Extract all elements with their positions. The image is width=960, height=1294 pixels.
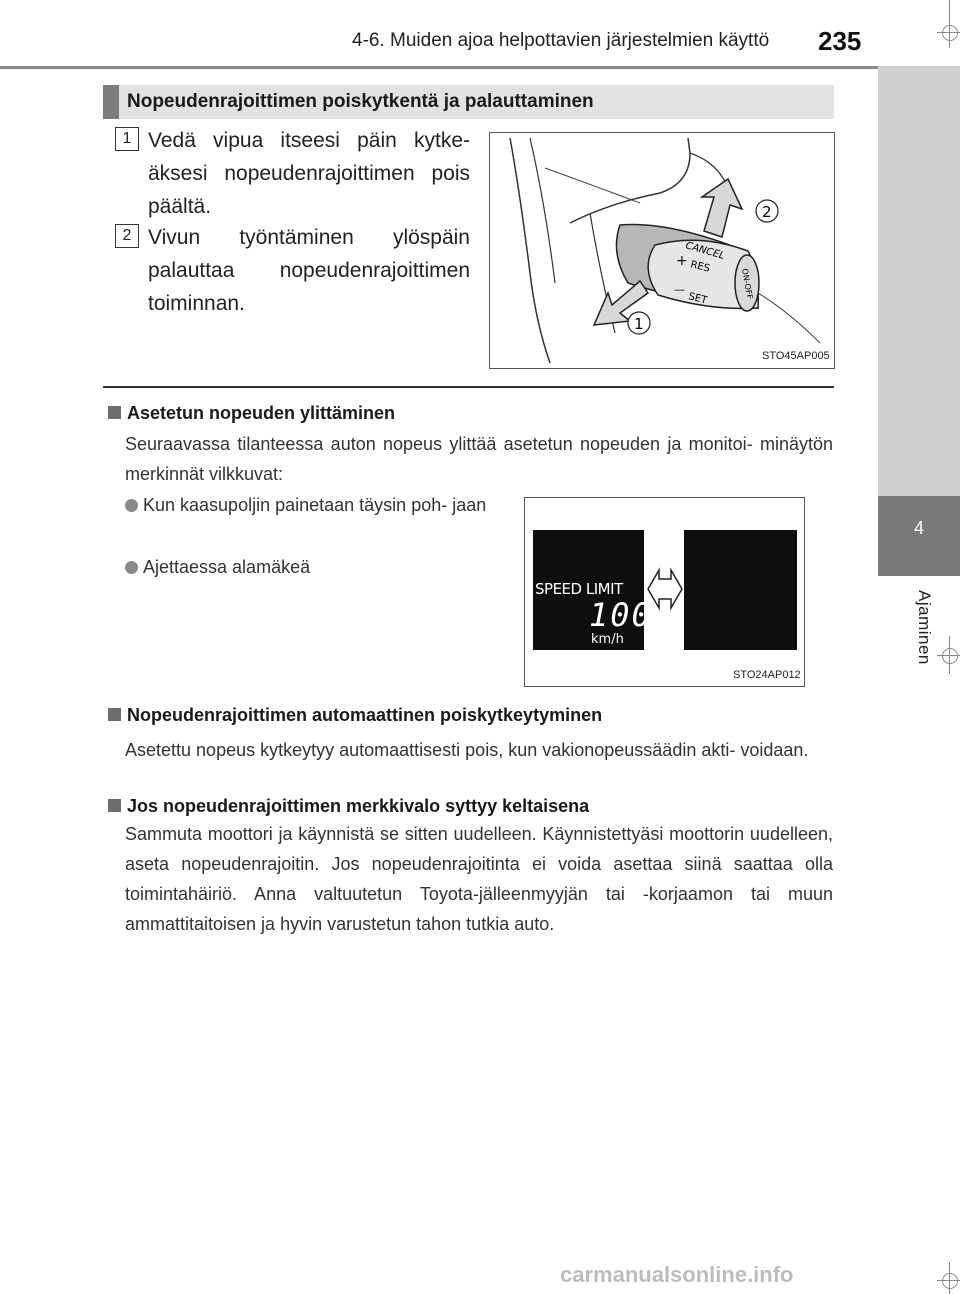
cancel-label: CANCEL [684, 240, 726, 262]
speed-limit-text: SPEED LIMIT [535, 580, 623, 598]
subsection-title-3: Jos nopeudenrajoittimen merkkivalo syttyy keltaisena [127, 796, 590, 816]
callout-1: 1 [634, 315, 644, 333]
display-panel-blank [684, 530, 797, 650]
step-text-1: Vedä vipua itseesi päin kytke- äksesi nopeudenrajoittimen pois päältä. [148, 129, 470, 218]
double-arrow-icon [645, 564, 685, 614]
subsection-heading-2 [108, 705, 602, 726]
step-number-2: 2 [115, 224, 139, 248]
speed-unit: km/h [591, 632, 624, 647]
section-title: Nopeudenrajoittimen poiskytkentä ja palauttaminen [127, 91, 594, 112]
plus-label: + [676, 253, 688, 269]
minus-label: — [674, 283, 685, 296]
onoff-label: ON-OFF [740, 267, 755, 300]
step-text-2: Vivun työntäminen ylöspäin palauttaa nopeudenrajoittimen toiminnan. [148, 226, 470, 315]
side-tab-label: Ajaminen [915, 590, 934, 665]
speed-limit-figure [524, 497, 805, 687]
subsection-heading-1 [108, 403, 395, 424]
subsection-heading-3 [108, 796, 589, 817]
watermark: carmanualsonline.info [560, 1262, 794, 1287]
figure-code-2: STO24AP012 [733, 669, 801, 681]
side-tab-number: 4 [913, 518, 924, 538]
side-tab-background [878, 66, 960, 496]
set-label: SET [687, 291, 709, 307]
subsection-title-1: Asetetun nopeuden ylittäminen [127, 403, 396, 423]
chapter-title: 4-6. Muiden ajoa helpottavien järjestelmien käyttö [352, 30, 770, 51]
subsection-title-2: Nopeudenrajoittimen automaattinen poiskytkeytyminen [127, 705, 603, 725]
lever-illustration [490, 133, 834, 368]
display-panel-lit [533, 530, 653, 650]
square-bullet-icon [108, 799, 121, 812]
res-label: RES [689, 259, 711, 275]
header-rule [0, 66, 878, 69]
round-bullet-icon [125, 561, 138, 574]
callout-2: 2 [762, 203, 772, 221]
page-number: 235 [818, 26, 862, 56]
round-bullet-icon [125, 499, 138, 512]
figure-code-1: STO45AP005 [762, 350, 830, 362]
section-separator [103, 386, 834, 388]
square-bullet-icon [108, 406, 121, 419]
subsection-text-2: Asetettu nopeus kytkeytyy automaattisesti pois, kun vakionopeussäädin akti- voidaan. [125, 740, 809, 760]
lever-figure [489, 132, 835, 369]
bullet-item-1 [125, 490, 494, 520]
bullet-text-2: Ajettaessa alamäkeä [143, 557, 311, 577]
step-number-1: 1 [115, 127, 139, 151]
speed-value: 100 [589, 596, 653, 634]
section-header-bar [103, 85, 119, 119]
subsection-text-3: Sammuta moottori ja käynnistä se sitten uudelleen. Käynnistettyäsi moottorin uudelleen, aseta nopeudenrajoitin. Jos nopeudenrajoitinta ei voida asettaa siinä saattaa olla toimintahäiriö. Anna valtuutetun Toyota-jälleenmyyjän tai -korjaamon tai muun ammattitaitoisen ja hyvin varustetun tahon tutkia auto. [125, 824, 833, 934]
subsection-text-1: Seuraavassa tilanteessa auton nopeus ylittää asetetun nopeuden ja monitoi- minäytön merkinnät vilkkuvat: [125, 434, 833, 484]
square-bullet-icon [108, 708, 121, 721]
bullet-text-1: Kun kaasupoljin painetaan täysin poh- jaan [143, 495, 487, 515]
bullet-item-2 [125, 552, 494, 582]
